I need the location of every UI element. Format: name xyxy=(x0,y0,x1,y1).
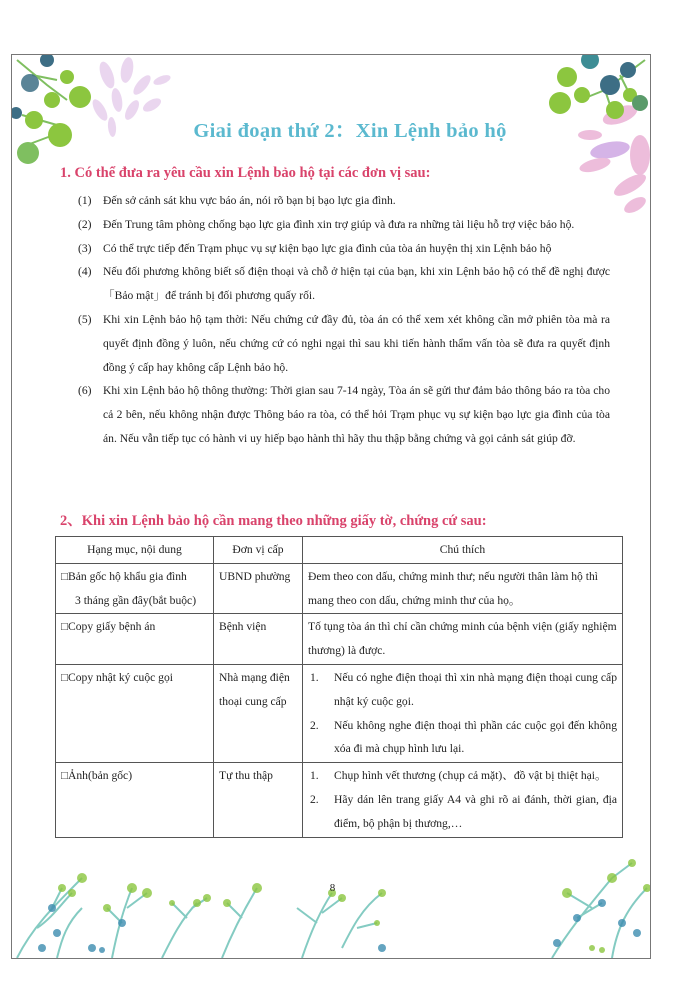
section-1-list xyxy=(78,189,610,451)
table-cell-item xyxy=(56,563,214,614)
table-cell-item: □Ảnh(bản gốc) xyxy=(56,763,214,837)
table-cell-issuer: Tự thu thập xyxy=(214,763,303,837)
list-item-text: Khi xin Lệnh bảo hộ thông thường: Thời gian sau 7-14 ngày, Tòa án sẽ gửi thư đảm bảo thông báo ra tòa cho cả 2 bên, nếu không nhận được Thông báo ra tòa, có thể hỏi Trạm phục vụ sự kiện bạo lực gia đình của tòa án. Nếu vẫn tiếp tục có hành vi uy hiếp bạo hành thì hãy thu thập bằng chứng và gọi cảnh sát giúp đỡ. xyxy=(103,384,610,445)
note-text: Nếu có nghe điện thoại thì xin nhà mạng điện thoại cung cấp nhật ký cuộc gọi. xyxy=(334,670,617,708)
note-text: Nếu không nghe điện thoại thì phần các cuộc gọi đến không xóa đi mà chụp hình lưu lại. xyxy=(334,718,617,756)
table-cell-issuer: Nhà mạng điện thoại cung cấp xyxy=(214,664,303,762)
table-row xyxy=(56,664,623,762)
list-item-number: (5) xyxy=(78,312,92,326)
table-cell-issuer: UBND phường xyxy=(214,563,303,614)
list-item xyxy=(78,237,610,261)
table-cell-item: □Copy giấy bệnh án xyxy=(56,614,214,665)
note-list-item xyxy=(308,764,617,788)
table-row xyxy=(56,563,623,614)
column-header: Hạng mục, nội dung xyxy=(56,537,214,564)
note-list-item xyxy=(308,714,617,762)
table-cell-note: Tố tụng tòa án thì chỉ cần chứng minh của bệnh viện (giấy nghiệm thương) là được. xyxy=(303,614,623,665)
note-list-item xyxy=(308,788,617,836)
section-1-heading: 1. Có thể đưa ra yêu cầu xin Lệnh bảo hộ tại các đơn vị sau: xyxy=(60,165,431,181)
list-item-number: (3) xyxy=(78,241,92,255)
note-number: 1. xyxy=(310,769,319,783)
column-header: Đơn vị cấp xyxy=(214,537,303,564)
list-item xyxy=(78,213,610,237)
list-item-text: Đến sở cảnh sát khu vực báo án, nói rõ bạn bị bạo lực gia đình. xyxy=(103,194,396,207)
note-number: 1. xyxy=(310,670,319,684)
list-item xyxy=(78,260,610,308)
list-item xyxy=(78,189,610,213)
list-item-number: (2) xyxy=(78,217,92,231)
floral-decoration-bottom xyxy=(12,848,651,958)
note-number: 2. xyxy=(310,792,319,806)
list-item-text: Có thể trực tiếp đến Trạm phục vụ sự kiện bạo lực gia đình của tòa án huyện thị xin Lệnh bảo hộ xyxy=(103,241,552,255)
list-item xyxy=(78,308,610,379)
table-row xyxy=(56,614,623,665)
list-item-text: Nếu đối phương không biết số điện thoại và chỗ ở hiện tại của bạn, khi xin Lệnh bảo hộ có thể đề nghị được「Bảo mật」để tránh bị đối phương quấy rối. xyxy=(103,265,610,303)
note-text: Hãy dán lên trang giấy A4 và ghi rõ ai đánh, thời gian, địa điểm, bộ phận bị thương,… xyxy=(334,792,617,830)
item-first-line: □Bản gốc hộ khẩu gia đình xyxy=(61,569,187,583)
page-title: Giai đoạn thứ 2：Xin Lệnh bảo hộ xyxy=(193,120,507,142)
list-item-number: (6) xyxy=(78,384,92,398)
list-item-number: (1) xyxy=(78,194,92,207)
table-cell-issuer: Bệnh viện xyxy=(214,614,303,665)
list-item-text: Khi xin Lệnh bảo hộ tạm thời: Nếu chứng cứ đầy đủ, tòa án có thể xem xét không cần mở phiên tòa mà ra quyết định đồng ý luôn, nếu chứng cứ có nghi ngại thì sau khi tiến hành thẩm vấn tòa sẽ đưa ra quyết định đồng ý cấp hay không cấp Lệnh bảo hộ. xyxy=(103,312,610,374)
column-header: Chú thích xyxy=(303,537,623,564)
list-item-text: Đến Trung tâm phòng chống bạo lực gia đình xin trợ giúp và đưa ra những tài liệu hỗ trợ việc bảo hộ. xyxy=(103,217,575,231)
table-cell-note xyxy=(303,664,623,762)
section-2-heading: 2、Khi xin Lệnh bảo hộ cần mang theo những giấy tờ, chứng cứ sau: xyxy=(60,513,487,529)
table-row xyxy=(56,763,623,837)
table-cell-item: □Copy nhật ký cuộc gọi xyxy=(56,664,214,762)
note-number: 2. xyxy=(310,718,319,732)
note-list-item xyxy=(308,666,617,714)
table-header-row xyxy=(56,537,623,564)
list-item xyxy=(78,379,610,450)
documents-table xyxy=(55,536,623,838)
page-number: 8 xyxy=(329,882,336,894)
table-cell-note xyxy=(303,763,623,837)
item-continuation: 3 tháng gần đây(bắt buộc) xyxy=(75,593,197,607)
table-cell-note: Đem theo con dấu, chứng minh thư; nếu người thân làm hộ thì mang theo con dấu, chứng minh thư của họ。 xyxy=(303,563,623,614)
list-item-number: (4) xyxy=(78,265,92,279)
note-text: Chụp hình vết thương (chụp cả mặt)、đồ vật bị thiệt hại。 xyxy=(334,769,607,783)
